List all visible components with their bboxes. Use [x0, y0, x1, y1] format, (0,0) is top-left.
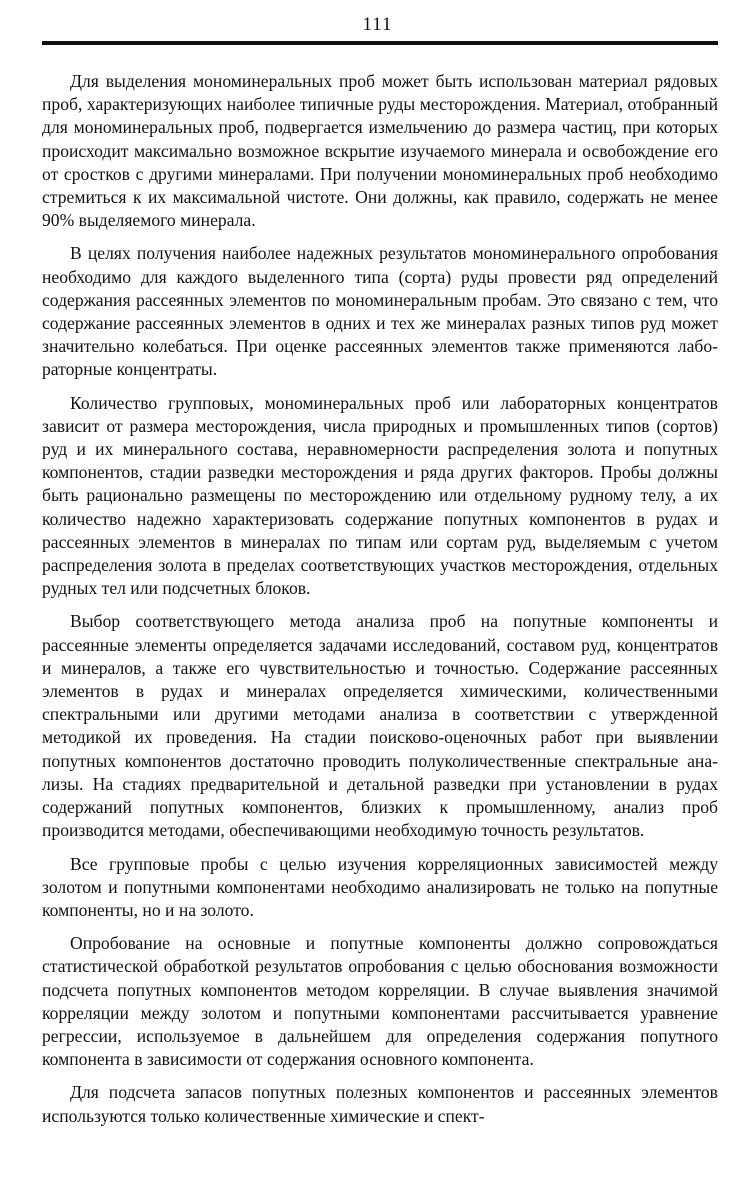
paragraph-2: В целях получения наиболее надежных результатов мономинерального опробования необходимо для каждого выделенного типа (сорта) руды провести ряд определений содержания рассеянных элементов по мономинеральным пробам. Это связано с тем, что содержание рассеянных элементов в одних и тех же минералах разных типов руд может значительно колебаться. При оценке рассеянных элементов также применяются лабораторные концентраты. — [42, 243, 718, 380]
body-text — [42, 70, 718, 1128]
header-rule — [42, 41, 718, 45]
paragraph-1: Для выделения мономинеральных проб может быть использован материал рядовых проб, характеризующих наиболее типичные руды месторождения. Материал, отобранный для мономинеральных проб, подвергается измельчению до размера частиц, при которых происходит максимально возможное вскрытие изучаемого минерала и освобождение его от сростков с другими минералами. При получении мономинеральных проб необходимо стремиться к их максимальной чистоте. Они должны, как правило, содержать не менее 90% выделяемого минерала. — [42, 71, 718, 231]
paragraph-6: Опробование на основные и попутные компоненты должно сопровождаться статистической обработкой результатов опробования с целью обоснования возможности подсчета попутных компонентов методом корреляции. В случае выявления значимой корреляции между золотом и попутными компонентами рассчитывается уравнение регрессии, используемое в дальнейшем для определения содержания попутного компонента в зависимости от содержания основного компонента. — [42, 933, 718, 1070]
paragraph-5: Все групповые пробы с целью изучения корреляционных зависимостей между золотом и попутными компонентами необходимо анализировать не только на попутные компоненты, но и на золото. — [42, 853, 718, 920]
paragraph-3: Количество групповых, мономинеральных проб или лабораторных концентратов зависит от размера месторождения, числа природных и промышленных типов (сортов) руд и их минерального состава, неравномерности распределения золота и попутных компонентов, стадии разведки месторождения и ряда других факторов. Пробы должны быть рационально размещены по месторождению или отдельному рудному телу, а их количество надежно характеризовать содержание попутных компонентов в рудах и рассеянных элементов в минералах по типам или сортам руд, выделяемым с учетом распределения золота в пределах соответствующих участков месторождения, отдельных рудных тел или подсчетных блоков. — [42, 392, 718, 599]
page-number: 111 — [362, 14, 393, 35]
paragraph-7: Для подсчета запасов попутных полезных компонентов и рассеянных элементов используются только количественные химические и спект- — [42, 1082, 718, 1126]
paragraph-4: Выбор соответствующего метода анализа проб на попутные компоненты и рассеянные элементы определяется задачами исследований, составом руд, концентратов и минералов, а также его чувствительностью и точностью. Содержание рассеянных элементов в рудах и минералах определяется химическими, количественными спектральными или другими методами анализа в соответствии с утвержденной методикой их проведения. На стадии поисково-оценочных работ при выявлении попутных компонентов достаточно проводить полуколичественные спектральные анализы. На стадиях предварительной и детальной разведки при установлении в рудах содержаний попутных компонентов, близких к промышленному, анализ проб производится методами, обеспечивающими необходимую точность результатов. — [42, 611, 718, 841]
